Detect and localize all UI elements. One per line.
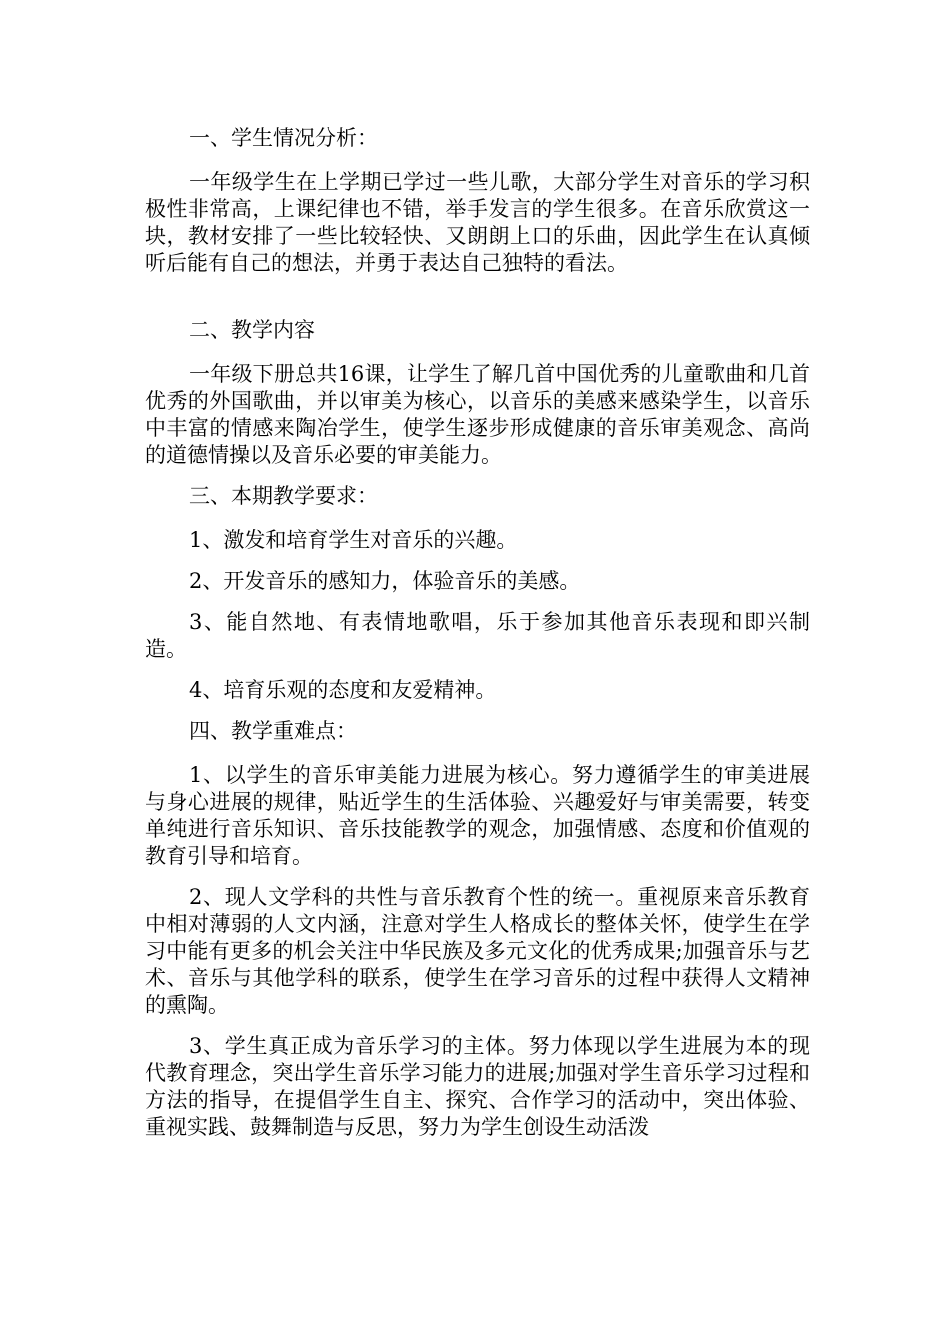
section-heading-teaching-content: 二、教学内容 (189, 318, 315, 342)
key-point-item-3: 3、学生真正成为音乐学习的主体。努力体现以学生进展为本的现代教育理念，突出学生音乐学习能力的进展;加强对学生音乐学习过程和方法的指导，在提倡学生自主、探究、合作学习的活动中，突出体验、重视实践、鼓舞制造与反思，努力为学生创设生动活泼 (145, 1034, 810, 1139)
requirement-item-4: 4、培育乐观的态度和友爱精神。 (189, 678, 497, 702)
document-body (145, 125, 810, 1155)
requirement-item-1: 1、激发和培育学生对音乐的兴趣。 (189, 528, 518, 552)
section-heading-key-points: 四、教学重难点： (189, 719, 357, 743)
paragraph-teaching-content: 一年级下册总共16课，让学生了解几首中国优秀的儿童歌曲和几首优秀的外国歌曲，并以审美为核心，以音乐的美感来感染学生，以音乐中丰富的情感来陶冶学生，使学生逐步形成健康的音乐审美观念、高尚的道德情操以及音乐必要的审美能力。 (145, 362, 810, 467)
key-point-item-2: 2、现人文学科的共性与音乐教育个性的统一。重视原来音乐教育中相对薄弱的人文内涵，注意对学生人格成长的整体关怀，使学生在学习中能有更多的机会关注中华民族及多元文化的优秀成果;加强音乐与艺术、音乐与其他学科的联系，使学生在学习音乐的过程中获得人文精神的熏陶。 (145, 885, 810, 1017)
requirement-item-3: 3、能自然地、有表情地歌唱，乐于参加其他音乐表现和即兴制造。 (145, 610, 810, 661)
paragraph-student-analysis: 一年级学生在上学期已学过一些儿歌，大部分学生对音乐的学习积极性非常高，上课纪律也不错，举手发言的学生很多。在音乐欣赏这一块，教材安排了一些比较轻快、又朗朗上口的乐曲，因此学生在认真倾听后能有自己的想法，并勇于表达自己独特的看法。 (145, 170, 810, 275)
requirement-item-2: 2、开发音乐的感知力，体验音乐的美感。 (189, 569, 581, 593)
section-heading-student-analysis: 一、学生情况分析： (189, 126, 378, 150)
key-point-item-1: 1、以学生的音乐审美能力进展为核心。努力遵循学生的审美进展与身心进展的规律，贴近学生的生活体验、兴趣爱好与审美需要，转变单纯进行音乐知识、音乐技能教学的观念，加强情感、态度和价值观的教育引导和培育。 (145, 763, 810, 868)
section-heading-requirements: 三、本期教学要求： (189, 484, 378, 508)
